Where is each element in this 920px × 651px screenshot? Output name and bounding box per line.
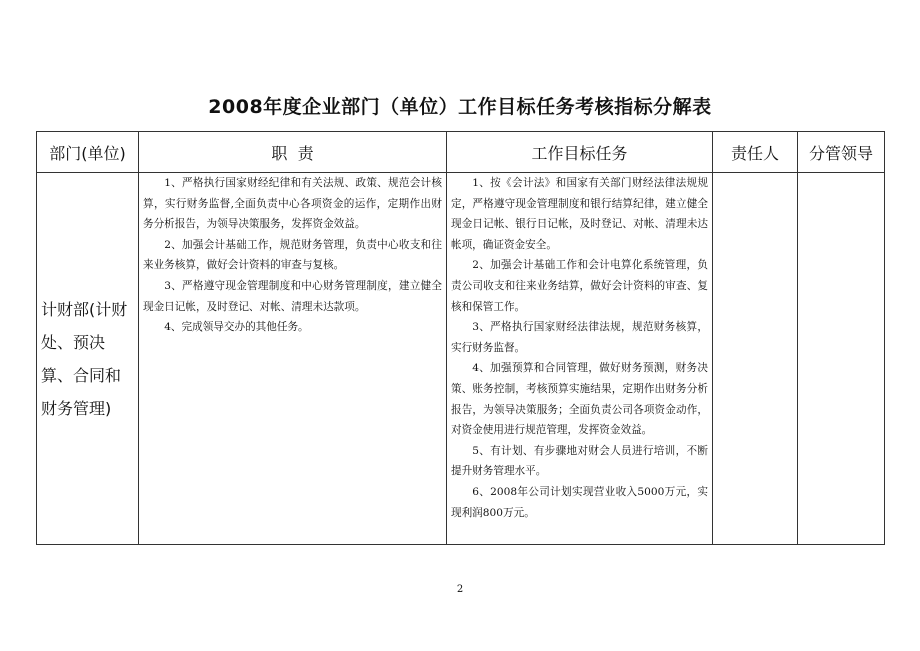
duties-cell <box>139 173 447 545</box>
duty-item: 1、严格执行国家财经纪律和有关法规、政策、规范会计核算，实行财务监督,全面负责中心各项资金的运作，定期作出财务分析报告，为领导决策服务，发挥资金效益。 <box>143 177 442 231</box>
page-number: 2 <box>456 584 464 595</box>
task-item: 1、按《会计法》和国家有关部门财经法律法规规定，严格遵守现金管理制度和银行结算纪律，建立健全现金日记帐、银行日记帐，及时登记、对帐、清理未达帐项，确证资金安全。 <box>451 177 708 251</box>
responsible-person-cell <box>713 173 798 545</box>
task-item: 6、2008年公司计划实现营业收入5000万元，实现利润800万元。 <box>451 485 708 519</box>
task-item: 2、加强会计基础工作和会计电算化系统管理，负责公司收支和往来业务结算，做好会计资料的审查、复核和保管工作。 <box>451 259 708 313</box>
header-responsible-person: 责任人 <box>713 132 798 173</box>
task-item: 5、有计划、有步骤地对财会人员进行培训，不断提升财务管理水平。 <box>451 444 708 478</box>
header-work-targets: 工作目标任务 <box>447 132 713 173</box>
table-row <box>37 173 885 545</box>
work-targets-cell <box>447 173 713 545</box>
supervising-leader-cell <box>798 173 885 545</box>
duty-item: 3、严格遵守现金管理制度和中心财务管理制度，建立健全现金日记帐，及时登记、对帐、清理未达款项。 <box>143 279 442 313</box>
header-supervising-leader: 分管领导 <box>798 132 885 173</box>
duty-item: 2、加强会计基础工作，规范财务管理，负责中心收支和往来业务核算，做好会计资料的审查与复核。 <box>143 238 442 272</box>
header-department: 部门(单位) <box>37 132 139 173</box>
duty-item: 4、完成领导交办的其他任务。 <box>164 321 309 334</box>
task-item: 4、加强预算和合同管理，做好财务预测，财务决策、账务控制，考核预算实施结果，定期作出财务分析报告，为领导决策服务；全面负责公司各项资金动作，对资金使用进行规范管理，发挥资金效益。 <box>451 362 708 437</box>
task-item: 3、严格执行国家财经法律法规，规范财务核算，实行财务监督。 <box>451 321 708 354</box>
document-title: 2008年度企业部门（单位）工作目标任务考核指标分解表 <box>208 96 712 118</box>
target-breakdown-table <box>36 131 885 545</box>
header-duties: 职 责 <box>139 132 447 173</box>
header-row <box>37 132 885 173</box>
department-cell: 计财部(计财处、预决算、合同和财务管理) <box>37 173 139 545</box>
